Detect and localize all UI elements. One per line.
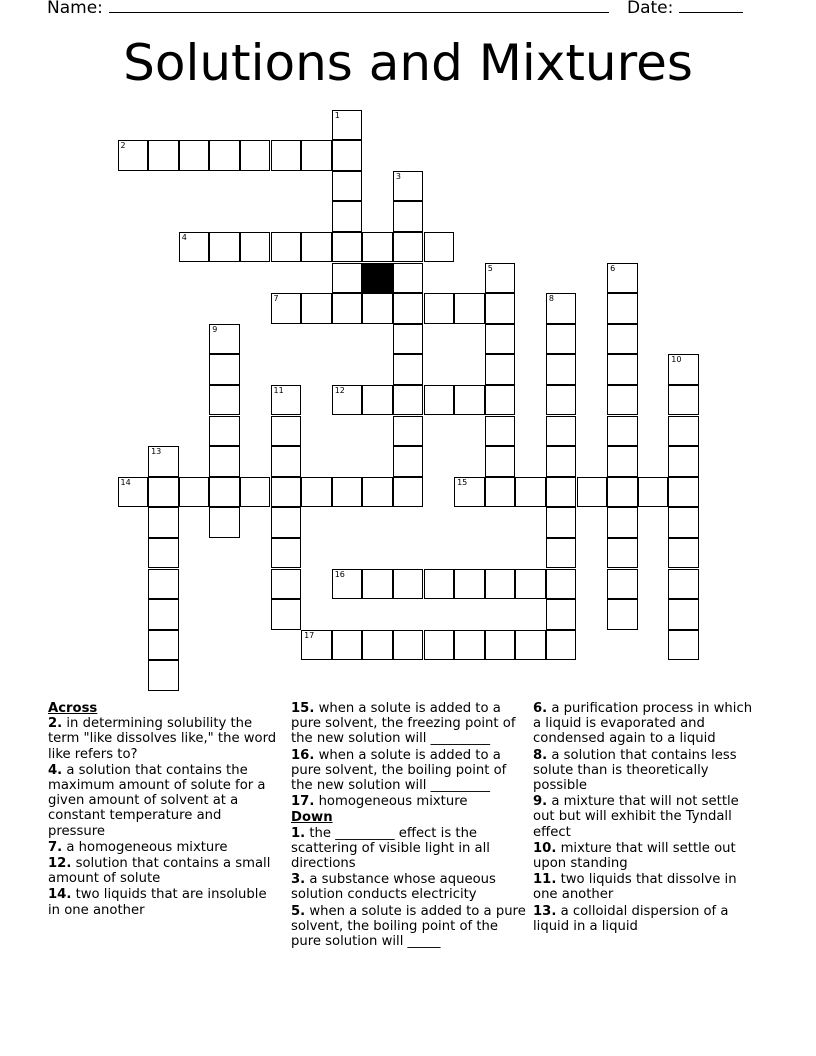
- clue-number: 13.: [533, 903, 557, 919]
- crossword-cell[interactable]: [148, 630, 179, 661]
- clue-item: [291, 748, 527, 794]
- crossword-cell[interactable]: [607, 385, 638, 416]
- crossword-cell[interactable]: [607, 569, 638, 600]
- crossword-cell[interactable]: [271, 416, 302, 447]
- clue-text: a substance whose aqueous solution conducts electricity: [291, 872, 496, 903]
- clue-number: 15.: [291, 701, 315, 716]
- crossword-cell[interactable]: [148, 660, 179, 691]
- clue-item: [533, 872, 759, 902]
- clue-text: solution that contains a small amount of solute: [48, 856, 271, 887]
- crossword-cell[interactable]: [393, 201, 424, 232]
- clue-text: a solution that contains the maximum amount of solute for a given amount of solvent at a constant temperature and pressure: [48, 762, 266, 839]
- clue-item: [48, 763, 280, 839]
- crossword-cell[interactable]: [240, 477, 271, 508]
- crossword-cell[interactable]: [301, 232, 332, 263]
- clue-number: 11.: [533, 872, 557, 888]
- crossword-cell[interactable]: [546, 538, 577, 569]
- cell-number: 10: [671, 355, 682, 365]
- crossword-cell[interactable]: [271, 507, 302, 538]
- crossword-cell[interactable]: [148, 538, 179, 569]
- crossword-cell[interactable]: [485, 569, 516, 600]
- crossword-cell[interactable]: [577, 477, 608, 508]
- clue-text: mixture that will settle out upon standing: [533, 840, 736, 872]
- crossword-cell[interactable]: [393, 354, 424, 385]
- clue-item: [48, 716, 280, 762]
- crossword-cell[interactable]: [332, 201, 363, 232]
- crossword-cell[interactable]: [546, 324, 577, 355]
- clue-number: 10.: [533, 840, 557, 856]
- crossword-cell[interactable]: [607, 599, 638, 630]
- crossword-cell[interactable]: [362, 385, 393, 416]
- crossword-cell[interactable]: [362, 630, 393, 661]
- across-heading: Across: [48, 701, 98, 716]
- crossword-cell[interactable]: [607, 354, 638, 385]
- crossword-cell[interactable]: [393, 293, 424, 324]
- cell-number: 14: [120, 477, 131, 487]
- crossword-cell[interactable]: [271, 385, 302, 416]
- clue-text: homogeneous mixture: [314, 794, 468, 810]
- clue-text: a solution that contains less solute than is theoretically possible: [533, 747, 737, 794]
- crossword-black-cell: [362, 263, 393, 294]
- clue-text: two liquids that dissolve in one another: [533, 872, 737, 903]
- clue-number: 4.: [48, 762, 63, 778]
- crossword-cell[interactable]: [546, 507, 577, 538]
- clue-number: 3.: [291, 872, 306, 888]
- clue-number: 16.: [291, 747, 315, 763]
- crossword-cell[interactable]: [362, 232, 393, 263]
- date-line: [679, 0, 743, 13]
- crossword-cell[interactable]: [546, 477, 577, 508]
- crossword-cell[interactable]: [424, 232, 455, 263]
- crossword-cell[interactable]: [668, 446, 699, 477]
- clue-text: when a solute is added to a pure solvent, the boiling point of the pure solution will _____: [291, 903, 526, 950]
- cell-number: 17: [304, 630, 315, 640]
- crossword-cell[interactable]: [148, 140, 179, 171]
- crossword-cell[interactable]: [209, 385, 240, 416]
- crossword-cell[interactable]: [118, 477, 149, 508]
- clue-text: when a solute is added to a pure solvent, the freezing point of the new solution will _________: [291, 701, 516, 747]
- crossword-cell[interactable]: [271, 599, 302, 630]
- crossword-cell[interactable]: [454, 293, 485, 324]
- crossword-cell[interactable]: [515, 630, 546, 661]
- crossword-cell[interactable]: [209, 446, 240, 477]
- crossword-cell[interactable]: [332, 171, 363, 202]
- crossword-cell[interactable]: [393, 171, 424, 202]
- name-line: [109, 0, 609, 13]
- crossword-cell[interactable]: [607, 416, 638, 447]
- crossword-cell[interactable]: [271, 232, 302, 263]
- clue-number: 5.: [291, 903, 306, 919]
- clue-item: [533, 841, 759, 871]
- crossword-cell[interactable]: [179, 477, 210, 508]
- crossword-cell[interactable]: [546, 630, 577, 661]
- cell-number: 7: [273, 294, 279, 304]
- crossword-cell[interactable]: [301, 630, 332, 661]
- crossword-cell[interactable]: [485, 354, 516, 385]
- crossword-cell[interactable]: [148, 599, 179, 630]
- crossword-cell[interactable]: [668, 385, 699, 416]
- clue-item: [533, 701, 759, 747]
- cell-number: 6: [610, 263, 616, 273]
- clue-item: [533, 748, 759, 794]
- crossword-cell[interactable]: [546, 416, 577, 447]
- crossword-cell[interactable]: [332, 385, 363, 416]
- crossword-cell[interactable]: [209, 232, 240, 263]
- crossword-cell[interactable]: [393, 263, 424, 294]
- crossword-cell[interactable]: [271, 140, 302, 171]
- crossword-cell[interactable]: [209, 354, 240, 385]
- date-field: [627, 0, 743, 18]
- crossword-cell[interactable]: [393, 569, 424, 600]
- crossword-cell[interactable]: [332, 110, 363, 141]
- crossword-cell[interactable]: [607, 324, 638, 355]
- crossword-cell[interactable]: [301, 477, 332, 508]
- crossword-cell[interactable]: [546, 599, 577, 630]
- crossword-cell[interactable]: [485, 477, 516, 508]
- crossword-cell[interactable]: [209, 324, 240, 355]
- crossword-cell[interactable]: [179, 140, 210, 171]
- crossword-cell[interactable]: [668, 569, 699, 600]
- crossword-cell[interactable]: [485, 446, 516, 477]
- name-field: [47, 0, 609, 18]
- crossword-cell[interactable]: [668, 538, 699, 569]
- crossword-cell[interactable]: [668, 354, 699, 385]
- clue-item: [291, 701, 527, 747]
- crossword-cell[interactable]: [393, 416, 424, 447]
- crossword-cell[interactable]: [393, 232, 424, 263]
- crossword-cell[interactable]: [209, 507, 240, 538]
- crossword-cell[interactable]: [454, 477, 485, 508]
- clue-text: a purification process in which a liquid is evaporated and condensed again to a liquid: [533, 701, 753, 747]
- crossword-cell[interactable]: [271, 446, 302, 477]
- clue-number: 14.: [48, 887, 72, 903]
- crossword-cell[interactable]: [148, 446, 179, 477]
- crossword-cell[interactable]: [332, 140, 363, 171]
- crossword-cell[interactable]: [362, 293, 393, 324]
- crossword-cell[interactable]: [271, 477, 302, 508]
- crossword-cell[interactable]: [393, 324, 424, 355]
- crossword-cell[interactable]: [454, 630, 485, 661]
- cell-number: 12: [334, 385, 345, 395]
- crossword-cell[interactable]: [546, 569, 577, 600]
- crossword-cell[interactable]: [546, 446, 577, 477]
- crossword-cell[interactable]: [209, 416, 240, 447]
- crossword-cell[interactable]: [332, 263, 363, 294]
- cell-number: 2: [120, 141, 126, 151]
- crossword-cell[interactable]: [668, 477, 699, 508]
- clue-number: 7.: [48, 839, 63, 855]
- crossword-cell[interactable]: [301, 293, 332, 324]
- page-title: Solutions and Mixtures: [123, 34, 693, 92]
- crossword-cell[interactable]: [424, 569, 455, 600]
- clue-number: 6.: [533, 701, 548, 716]
- crossword-cell[interactable]: [148, 477, 179, 508]
- crossword-cell[interactable]: [424, 293, 455, 324]
- cell-number: 8: [548, 294, 554, 304]
- clue-item: [291, 826, 527, 872]
- crossword-cell[interactable]: [607, 446, 638, 477]
- clue-text: a mixture that will not settle out but will exhibit the Tyndall effect: [533, 794, 739, 840]
- crossword-cell[interactable]: [607, 538, 638, 569]
- crossword-cell[interactable]: [332, 293, 363, 324]
- crossword-cell[interactable]: [668, 507, 699, 538]
- crossword-cell[interactable]: [301, 140, 332, 171]
- crossword-cell[interactable]: [271, 293, 302, 324]
- clue-item: [48, 887, 280, 917]
- clue-text: two liquids that are insoluble in one another: [48, 887, 267, 918]
- crossword-cell[interactable]: [515, 569, 546, 600]
- clue-text: a colloidal dispersion of a liquid in a liquid: [533, 903, 729, 934]
- crossword-cell[interactable]: [485, 385, 516, 416]
- clue-item: [291, 904, 527, 950]
- crossword-cell[interactable]: [546, 293, 577, 324]
- crossword-cell[interactable]: [332, 477, 363, 508]
- crossword-cell[interactable]: [485, 324, 516, 355]
- clue-item: [533, 904, 759, 934]
- cell-number: 15: [457, 477, 468, 487]
- crossword-cell[interactable]: [362, 569, 393, 600]
- crossword-cell[interactable]: [607, 293, 638, 324]
- clue-number: 8.: [533, 747, 548, 763]
- clue-number: 12.: [48, 856, 72, 872]
- crossword-cell[interactable]: [393, 446, 424, 477]
- crossword-cell[interactable]: [148, 569, 179, 600]
- crossword-cell[interactable]: [393, 630, 424, 661]
- crossword-cell[interactable]: [485, 263, 516, 294]
- crossword-cell[interactable]: [668, 630, 699, 661]
- crossword-cell[interactable]: [148, 507, 179, 538]
- crossword-cell[interactable]: [668, 599, 699, 630]
- cell-number: 16: [334, 569, 345, 579]
- clue-text: the _________ effect is the scattering of visible light in all directions: [291, 825, 490, 872]
- crossword-cell[interactable]: [546, 385, 577, 416]
- crossword-cell[interactable]: [271, 538, 302, 569]
- clue-number: 9.: [533, 794, 548, 810]
- crossword-cell[interactable]: [668, 416, 699, 447]
- crossword-cell[interactable]: [209, 477, 240, 508]
- clue-item: [533, 794, 759, 840]
- cell-number: 11: [273, 385, 284, 395]
- crossword-cell[interactable]: [240, 140, 271, 171]
- crossword-cell[interactable]: [271, 569, 302, 600]
- crossword-cell[interactable]: [332, 232, 363, 263]
- crossword-cell[interactable]: [240, 232, 271, 263]
- clue-text: when a solute is added to a pure solvent, the boiling point of the new solution will _________: [291, 747, 507, 794]
- clue-column-3: [533, 701, 759, 935]
- cell-number: 4: [181, 232, 187, 242]
- clue-number: 2.: [48, 716, 63, 732]
- clue-number: 17.: [291, 794, 315, 810]
- clue-text: a homogeneous mixture: [62, 839, 228, 855]
- crossword-cell[interactable]: [424, 630, 455, 661]
- name-label: Name:: [47, 0, 103, 18]
- cell-number: 9: [212, 324, 218, 334]
- cell-number: 13: [151, 447, 162, 457]
- crossword-cell[interactable]: [638, 477, 669, 508]
- clue-item: [48, 840, 280, 855]
- clue-text: in determining solubility the term "like dissolves like," the word like refers to?: [48, 716, 277, 762]
- crossword-cell[interactable]: [362, 477, 393, 508]
- crossword-cell[interactable]: [332, 569, 363, 600]
- down-heading: Down: [291, 810, 333, 826]
- crossword-cell[interactable]: [607, 507, 638, 538]
- clue-item: [291, 794, 527, 809]
- clue-column-1: [48, 701, 280, 919]
- crossword-cell[interactable]: [118, 140, 149, 171]
- crossword-cell[interactable]: [607, 263, 638, 294]
- crossword-cell[interactable]: [393, 477, 424, 508]
- crossword-cell[interactable]: [546, 354, 577, 385]
- crossword-cell[interactable]: [607, 477, 638, 508]
- cell-number: 1: [334, 110, 340, 120]
- clue-column-2: [291, 701, 527, 950]
- cell-number: 3: [395, 171, 401, 181]
- date-label: Date:: [627, 0, 674, 18]
- crossword-cell[interactable]: [454, 385, 485, 416]
- clue-item: [48, 856, 280, 886]
- crossword-cell[interactable]: [393, 385, 424, 416]
- crossword-cell[interactable]: [485, 293, 516, 324]
- crossword-cell[interactable]: [179, 232, 210, 263]
- crossword-cell[interactable]: [485, 630, 516, 661]
- crossword-cell[interactable]: [424, 385, 455, 416]
- crossword-cell[interactable]: [454, 569, 485, 600]
- crossword-cell[interactable]: [515, 477, 546, 508]
- cell-number: 5: [487, 263, 493, 273]
- clue-item: [291, 872, 527, 902]
- crossword-cell[interactable]: [485, 416, 516, 447]
- crossword-cell[interactable]: [332, 630, 363, 661]
- clue-number: 1.: [291, 825, 306, 841]
- crossword-cell[interactable]: [209, 140, 240, 171]
